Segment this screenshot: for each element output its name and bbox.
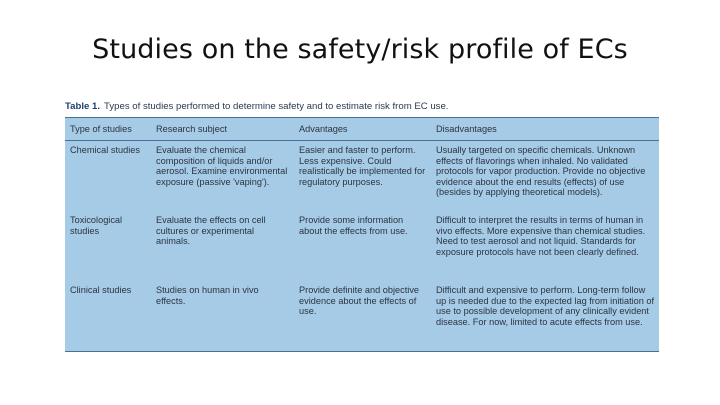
- cell-research-subject: Studies on human in vivo effects.: [156, 285, 259, 306]
- cell-disadvantages: Usually targeted on specific chemicals. Unknown effects of flavorings when inhaled. No validated protocols for vapor production. Provide no objective evidence about the end results (effects) of use (besides by applying theoretical models).: [436, 145, 646, 198]
- table-row: [65, 141, 659, 212]
- header-advantages: Advantages: [294, 118, 431, 141]
- table-caption-label: Table 1.: [65, 101, 101, 112]
- cell-research-subject: Evaluate the effects on cell cultures or experimental animals.: [156, 215, 266, 247]
- studies-table-panel: [65, 117, 659, 352]
- table-row: [65, 281, 659, 331]
- cell-advantages: Easier and faster to perform. Less expensive. Could realistically be implemented for regulatory purposes.: [299, 145, 426, 187]
- cell-disadvantages: Difficult and expensive to perform. Long-term follow up is needed due to the expected lag from initiation of use to possible development of any clinically evident disease. For now, limited to acute effects from use.: [436, 285, 655, 327]
- cell-type-of-studies: Clinical studies: [70, 285, 132, 295]
- cell-type-of-studies: Chemical studies: [70, 145, 140, 155]
- table-caption: [65, 101, 448, 112]
- header-type-of-studies: Type of studies: [65, 118, 151, 141]
- cell-research-subject: Evaluate the chemical composition of liquids and/or aerosol. Examine environmental exposure (passive 'vaping').: [156, 145, 288, 187]
- cell-advantages: Provide definite and objective evidence about the effects of use.: [299, 285, 420, 317]
- cell-type-of-studies: Toxicological studies: [70, 215, 123, 236]
- header-research-subject: Research subject: [151, 118, 294, 141]
- table-caption-text: Types of studies performed to determine safety and to estimate risk from EC use.: [104, 101, 449, 112]
- cell-advantages: Provide some information about the effects from use.: [299, 215, 408, 236]
- table-row: [65, 211, 659, 281]
- header-disadvantages: Disadvantages: [431, 118, 659, 141]
- slide-title: Studies on the safety/risk profile of ECs: [92, 34, 628, 65]
- table-header-row: [65, 118, 659, 141]
- studies-table: [65, 118, 659, 331]
- cell-disadvantages: Difficult to interpret the results in terms of human in vivo effects. More expensive than chemical studies. Need to test aerosol and not liquid. Standards for exposure protocols have not been clearly defined.: [436, 215, 646, 257]
